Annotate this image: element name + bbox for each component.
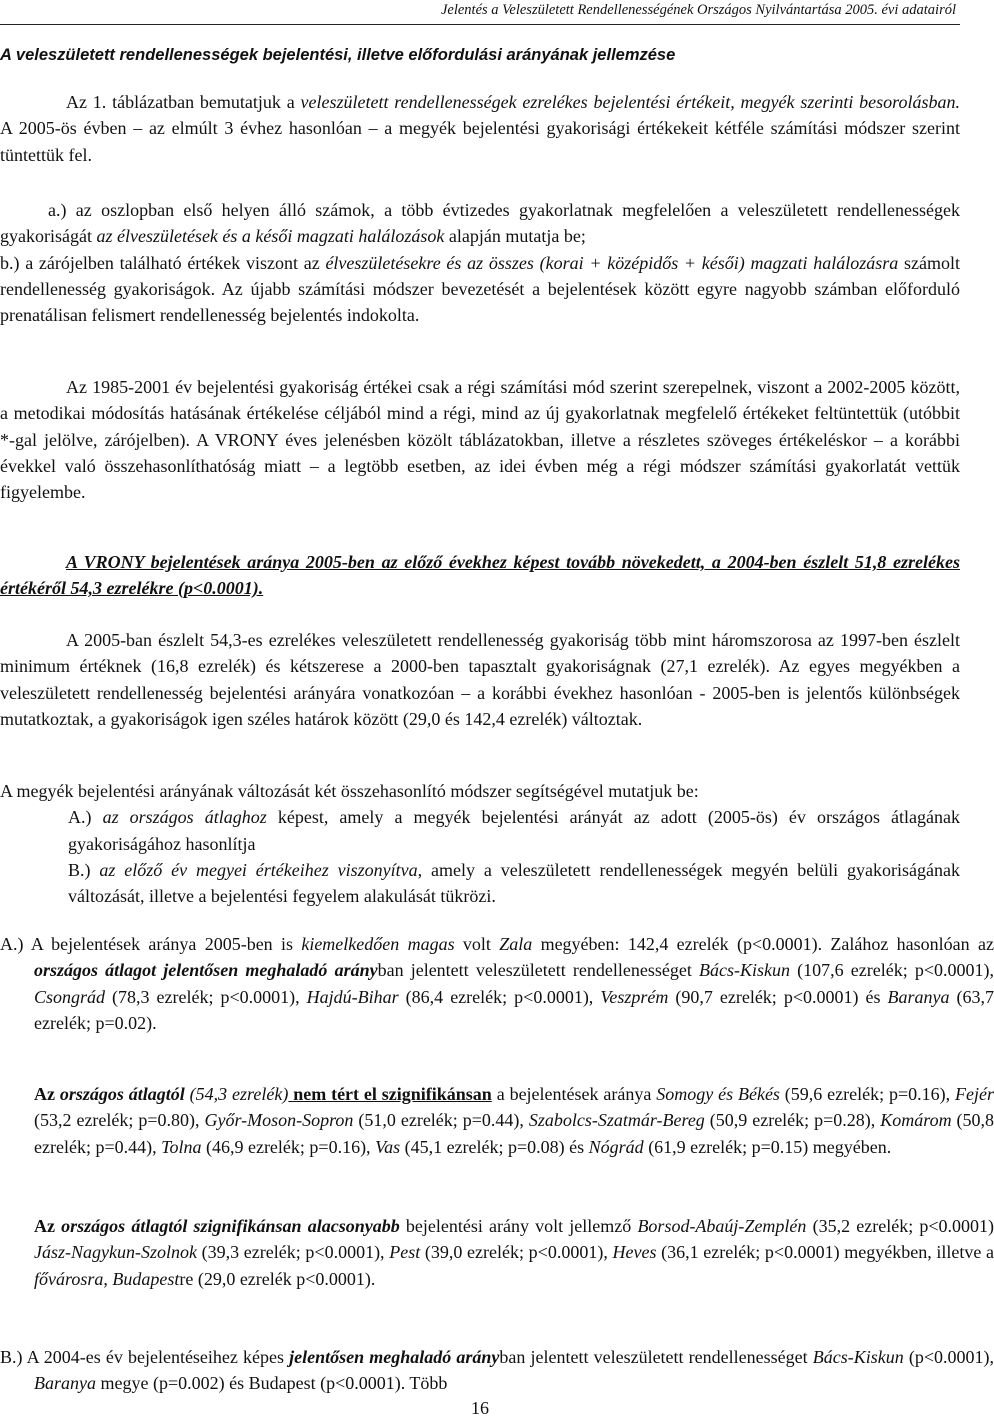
text: B.) — [68, 859, 100, 880]
text: (78,3 ezrelék; p<0.0001), — [105, 986, 307, 1007]
text-italic: Baranya — [887, 986, 950, 1007]
text: (35,2 ezrelék; p<0.0001) — [806, 1216, 994, 1236]
text-italic: Tolna — [161, 1136, 202, 1157]
text-italic: kiemelkedően magas — [301, 934, 455, 954]
text: A 2005-ös évben – az elmúlt 3 évhez hasonlóan – a megyék bejelentési gyakorisági értékekeit kétféle számítási módszer szerint tüntettük fel. — [0, 118, 960, 165]
paragraph-b-results — [0, 1344, 994, 1397]
text: (39,0 ezrelék; p<0.0001), — [420, 1242, 613, 1263]
text: A megyék bejelentési arányának változását két összehasonlító módszer segítségével mutatjuk be: — [0, 781, 699, 801]
text: A VRONY bejelentések aránya 2005-ben az előző évekhez képest tovább növekedett, a 2004-ben észlelt 51,8 ezrelékes értékéről 54,3 ezrelékre (p<0.0001). — [0, 552, 960, 599]
text: (53,2 ezrelék; p=0.80), — [34, 1110, 205, 1131]
text-italic: Baranya — [34, 1373, 96, 1394]
text: (36,1 ezrelék; p<0.0001) megyékben, illetve a — [656, 1242, 994, 1263]
text: Az 1. táblázatban bemutatjuk a — [66, 92, 301, 112]
text: B.) A 2004-es év bejelentéseihez képes — [0, 1347, 290, 1367]
text: (p<0.0001), — [903, 1347, 994, 1367]
text-bold-italic: országos átlagtól szignifikánsan alacsonyabb — [61, 1216, 400, 1236]
paragraph-significantly-lower — [0, 1213, 994, 1292]
text-italic: Vas — [375, 1136, 401, 1157]
text-italic: Bács-Kiskun — [812, 1347, 904, 1367]
text: bejelentési arány volt jellemző — [399, 1216, 638, 1236]
section-heading: A veleszületett rendellenességek bejelentési, illetve előfordulási arányának jellemzése — [0, 46, 676, 64]
text-italic: Veszprém — [600, 986, 669, 1007]
paragraph-history — [0, 374, 960, 505]
text: A 2005-ban észlelt 54,3-es ezrelékes veleszületett rendellenesség gyakoriság több mint háromszorosa az 1997-ben észlelt minimum értéknek (16,8 ezrelék) és kétszerese a 2000-ben tapasztalt gyakoriságnak (27,1 ezrelék). Az egyes megyékben a veleszületett rendellenesség bejelentési arányára vonatkozóan – a korábbi évekhez hasonlóan - 2005-ben is jelentős különbségek mutatkoztak, a gyakoriságok igen széles határok között (29,0 és 142,4 ezrelék) változtak. — [0, 630, 960, 729]
text-bold-underline: nem tért el szignifikánsan — [288, 1084, 492, 1104]
text: a bejelentések aránya — [491, 1084, 657, 1104]
text: (90,7 ezrelék; p<0.0001) és — [668, 986, 888, 1007]
text-italic: Csongrád — [34, 986, 106, 1007]
text-italic: Nógrád — [588, 1136, 644, 1157]
text: (86,4 ezrelék; p<0.0001), — [398, 986, 601, 1007]
text: Az 1985-2001 év bejelentési gyakoriság értékei csak a régi számítási mód szerint szerepelnek, viszont a 2002-2005 között, a metodikai módosítás hatásának értékelése céljából mind a régi, mind az új gyakorlatnak megfelelő értékeket feltüntettük (utóbbit *-gal jelölve, zárójelben). A VRONY éves jelenésben közölt táblázatokban, illetve a részletes szöveges értékeléskor – a korábbi évekkel való összehasonlíthatóság miatt – a legtöbb esetben, az idei évben még a régi módszer számítási gyakorlatát vettük figyelembe. — [0, 377, 960, 503]
text: (50,9 ezrelék; p=0.28), — [704, 1110, 881, 1131]
text: (39,3 ezrelék; p<0.0001), — [196, 1242, 390, 1263]
text: képest, amely a megyék bejelentési arányát az adott (2005-ös) év országos átlagának gyakoriságához hasonlítja — [68, 807, 961, 854]
text-italic: Komárom — [880, 1110, 952, 1131]
paragraph-not-significant — [0, 1081, 994, 1160]
text-bold-italic: jelentősen meghaladó arány — [289, 1347, 500, 1367]
text-italic: Szabolcs-Szatmár-Bereg — [528, 1110, 705, 1131]
text-bold-italic: országos átlagtól — [59, 1084, 185, 1104]
text: a.) az oszlopban első helyen álló számok, a több évtizedes gyakorlatnak megfelelően a veleszületett rendellenességek gyakoriságát — [0, 200, 960, 247]
text: (45,1 ezrelék; p=0.08) és — [400, 1136, 589, 1157]
text-italic: Budapest — [112, 1268, 180, 1289]
running-header: Jelentés a Veleszületett Rendellenességének Országos Nyilvántartása 2005. évi adatairól — [440, 2, 956, 18]
text-italic: Bács-Kiskun — [699, 960, 790, 981]
text: volt — [454, 934, 500, 954]
text-bold-italic: országos átlagot jelentősen meghaladó arány — [34, 960, 378, 981]
text: (50,8 ezrelék; p=0.44), — [34, 1110, 994, 1157]
text-italic: veleszületett rendellenességek ezrelékes bejelentési értékeit, megyék szerinti besorolásban. — [300, 92, 960, 112]
text-italic: Zala — [499, 934, 533, 954]
text: ban jelentett veleszületett rendellenességet — [377, 960, 699, 981]
text: alapján mutatja be; — [444, 226, 586, 247]
text-italic: az élveszületések és a késői magzati halálozások — [96, 226, 445, 247]
text: (107,6 ezrelék; p<0.0001), — [789, 960, 994, 981]
paragraph-highlight — [0, 549, 960, 602]
text-italic: Győr-Moson-Sopron — [204, 1110, 354, 1131]
text-italic: Somogy és Békés — [656, 1084, 780, 1104]
header-rule — [0, 24, 960, 25]
text-italic: az előző év megyei értékeihez viszonyítva — [99, 859, 418, 880]
text: (46,9 ezrelék; p=0.16), — [201, 1136, 376, 1157]
text-italic: fővárosra — [34, 1268, 104, 1289]
text: , — [103, 1268, 113, 1289]
text: megyében: 142,4 ezrelék (p<0.0001). Zalához hasonlóan az — [532, 934, 994, 954]
paragraph-comparison — [0, 778, 960, 909]
text-italic: Borsod-Abaúj-Zemplén — [637, 1216, 807, 1236]
paragraph-trend — [0, 627, 960, 732]
text-italic: az országos átlaghoz — [102, 807, 267, 828]
text: megye (p=0.002) és Budapest (p<0.0001). Több — [96, 1373, 448, 1394]
text-bold: Az — [34, 1084, 60, 1104]
paragraph-methods — [0, 197, 960, 328]
text: A.) — [68, 807, 103, 828]
text-italic: Hajdú-Bihar — [306, 986, 399, 1007]
text: b.) a zárójelben található értékek viszont az — [0, 252, 326, 273]
paragraph-a-results — [0, 931, 994, 1036]
text-italic: (54,3 ezrelék) — [184, 1084, 289, 1104]
text: ban jelentett veleszületett rendellenességet — [499, 1347, 813, 1367]
page-number: 16 — [471, 1398, 489, 1418]
text-italic: Pest — [389, 1242, 421, 1263]
text: (59,6 ezrelék; p=0.16), — [779, 1084, 956, 1104]
text-bold: Az — [34, 1216, 62, 1236]
text-italic: Jász-Nagykun-Szolnok — [34, 1242, 197, 1263]
text: (61,9 ezrelék; p=0.15) megyében. — [643, 1136, 892, 1157]
text: , amely a veleszületett rendellenességek megyén belüli gyakoriságának változását, illetve a bejelentési fegyelem alakulását tükrözi. — [68, 859, 961, 907]
text-italic: élveszületésekre és az összes (korai + középidős + késői) magzati halálozásra — [325, 252, 899, 273]
text: re (29,0 ezrelék p<0.0001). — [179, 1268, 376, 1289]
text-italic: Heves — [612, 1242, 657, 1263]
text: (51,0 ezrelék; p=0.44), — [353, 1110, 529, 1131]
text: A.) A bejelentések aránya 2005-ben is — [0, 934, 302, 954]
text: számolt rendellenesség gyakoriságok. Az újabb számítási módszer bevezetését a bejelentések között egyre nagyobb számban előforduló prenatálisan felismert rendellenesség bejelentés indokolta. — [0, 252, 960, 326]
text: (63,7 ezrelék; p=0.02). — [34, 986, 994, 1033]
paragraph-intro — [0, 89, 960, 168]
text-italic: Fejér — [955, 1084, 994, 1104]
